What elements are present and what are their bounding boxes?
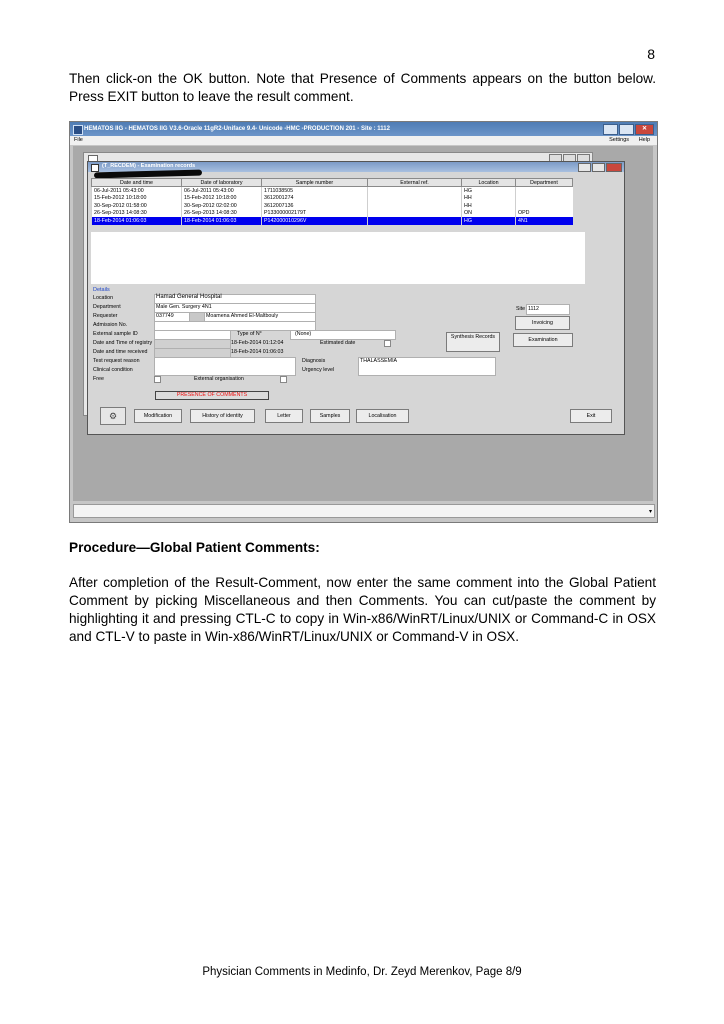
window-title: (T_RECDEM) - Examination records xyxy=(102,163,196,169)
registry-label: Date and Time of registry xyxy=(93,340,153,346)
estimated-checkbox[interactable] xyxy=(384,340,391,347)
section-heading: Procedure—Global Patient Comments: xyxy=(69,540,320,555)
site-value: 1112 xyxy=(528,306,539,312)
urgency-label: Urgency level xyxy=(302,367,335,373)
diagnosis-label: Diagnosis xyxy=(302,358,326,364)
cell-location: ON xyxy=(462,210,516,218)
table-row[interactable] xyxy=(92,195,573,203)
location-value: Hamad General Hospital xyxy=(156,294,222,300)
column-header[interactable]: External ref. xyxy=(368,179,462,187)
cell-department xyxy=(516,195,573,203)
cell-location: HG xyxy=(462,187,516,195)
cell-date-time: 30-Sep-2012 01:58:00 xyxy=(92,202,182,210)
cell-sample: 3612001274 xyxy=(262,195,368,203)
exit-button[interactable]: Exit xyxy=(570,409,612,423)
workspace xyxy=(73,146,653,501)
menu-help[interactable]: Help xyxy=(638,137,650,143)
app-title-bar xyxy=(70,122,657,136)
status-bar[interactable] xyxy=(73,504,655,518)
free-label: Free xyxy=(93,376,104,382)
close-icon[interactable] xyxy=(606,163,622,172)
external-org-checkbox[interactable] xyxy=(280,376,287,383)
requester-label: Requester xyxy=(93,313,118,319)
body-paragraph: After completion of the Result-Comment, now enter the same comment into the Global Patient Comment by picking Miscellaneous and then Comments. You can cut/paste the comment by highlighting it and pressing CTL-C to copy in Win-x86/WinRT/Linux/UNIX or Command-C in OSX and CTL-V to paste in Win-x86/WinRT/Linux/UNIX or Command-V in OSX. xyxy=(69,575,656,644)
column-header[interactable]: Date and time xyxy=(92,179,182,187)
cell-date-time: 18-Feb-2014 01:06:03 xyxy=(92,217,182,225)
received-value: 18-Feb-2014 01:06:03 xyxy=(231,349,284,355)
test-reason-field[interactable] xyxy=(154,357,296,376)
invoicing-button[interactable]: Invoicing xyxy=(515,316,570,330)
received-label: Date and time received xyxy=(93,349,148,355)
cell-department xyxy=(516,202,573,210)
table-row[interactable] xyxy=(92,187,573,195)
app-icon xyxy=(73,125,83,135)
cell-sample: P142000010296V xyxy=(262,217,368,225)
synthesis-records-button[interactable]: Synthesis Records xyxy=(446,332,500,352)
location-label: Location xyxy=(93,295,114,301)
external-sample-label: External sample ID xyxy=(93,331,138,337)
maximize-icon[interactable] xyxy=(592,163,605,172)
estimated-label: Estimated date xyxy=(320,340,356,346)
cell-ext-ref xyxy=(368,195,462,203)
department-label: Department xyxy=(93,304,121,310)
department-value: Male Gen. Surgery 4N1 xyxy=(156,304,212,310)
site-label: Site xyxy=(516,306,526,312)
cell-sample: 1711038505 xyxy=(262,187,368,195)
cell-sample: 3612007136 xyxy=(262,202,368,210)
close-icon[interactable]: ✕ xyxy=(635,124,654,135)
table-row[interactable] xyxy=(92,202,573,210)
type-value: (None) xyxy=(295,331,312,337)
app-title: HEMATOS IIG - HEMATOS IIG V3.6-Oracle 11gR2-Uniface 9.4- Unicode -HMC -PRODUCTION 201 - Site : 1112 xyxy=(84,126,390,132)
external-org-label: External organisation xyxy=(194,376,244,382)
cell-sample: P133000002179T xyxy=(262,210,368,218)
cell-date-time: 26-Sep-2013 14:08:30 xyxy=(92,210,182,218)
table-row-selected[interactable] xyxy=(92,217,573,225)
cell-location: HG xyxy=(462,217,516,225)
cell-lab-date: 26-Sep-2013 14:08:30 xyxy=(182,210,262,218)
menu-bar xyxy=(70,136,657,145)
column-header[interactable]: Location xyxy=(462,179,516,187)
cell-location: HH xyxy=(462,202,516,210)
records-table xyxy=(91,178,573,225)
screenshot xyxy=(69,121,658,523)
table-row[interactable] xyxy=(92,210,573,218)
clinical-label: Clinical condition xyxy=(93,367,133,373)
history-of-identity-button[interactable]: History of identity xyxy=(190,409,255,423)
page-number: 8 xyxy=(647,46,655,62)
minimize-icon[interactable] xyxy=(578,163,591,172)
window-icon xyxy=(91,164,99,172)
page-footer: Physician Comments in Medinfo, Dr. Zeyd Merenkov, Page 8/9 xyxy=(202,966,522,978)
examination-button[interactable]: Examination xyxy=(513,333,573,347)
cell-date-time: 15-Feb-2012 10:18:00 xyxy=(92,195,182,203)
registry-value: 18-Feb-2014 01:12:04 xyxy=(231,340,284,346)
menu-settings[interactable]: Settings xyxy=(609,137,629,143)
menu-file[interactable]: File xyxy=(74,137,83,143)
requester-name: Moamena Ahmed El-Maltbouly xyxy=(206,313,279,319)
wrench-icon[interactable]: ⚙ xyxy=(100,407,126,425)
cell-ext-ref xyxy=(368,217,462,225)
cell-lab-date: 30-Sep-2012 02:02:00 xyxy=(182,202,262,210)
minimize-icon[interactable] xyxy=(603,124,618,135)
column-header[interactable]: Date of laboratory xyxy=(182,179,262,187)
cell-department: OPD xyxy=(516,210,573,218)
requester-id: 037749 xyxy=(156,313,174,319)
cell-lab-date: 06-Jul-2011 05:43:00 xyxy=(182,187,262,195)
cell-ext-ref xyxy=(368,202,462,210)
admission-label: Admission No. xyxy=(93,322,128,328)
details-label: Details xyxy=(93,287,110,293)
cell-date-time: 06-Jul-2011 05:43:00 xyxy=(92,187,182,195)
presence-of-comments-button[interactable]: PRESENCE OF COMMENTS xyxy=(155,391,269,400)
type-label: Type of N° xyxy=(237,331,262,337)
cell-lab-date: 15-Feb-2012 10:18:00 xyxy=(182,195,262,203)
letter-button[interactable]: Letter xyxy=(265,409,303,423)
cell-ext-ref xyxy=(368,210,462,218)
modification-button[interactable]: Modification xyxy=(134,409,182,423)
column-header[interactable]: Department xyxy=(516,179,573,187)
examination-records-window xyxy=(87,161,625,435)
cell-location: HH xyxy=(462,195,516,203)
localisation-button[interactable]: Localisation xyxy=(356,409,409,423)
column-header[interactable]: Sample number xyxy=(262,179,368,187)
diagnosis-value: THALASSEMIA xyxy=(360,358,398,364)
maximize-icon[interactable] xyxy=(619,124,634,135)
cell-department: 4N1 xyxy=(516,217,573,225)
records-list-background xyxy=(91,232,585,284)
details-panel xyxy=(90,287,620,398)
cell-lab-date: 18-Feb-2014 01:06:03 xyxy=(182,217,262,225)
cell-ext-ref xyxy=(368,187,462,195)
test-reason-label: Test request reason xyxy=(93,358,140,364)
cell-department xyxy=(516,187,573,195)
intro-paragraph: Then click-on the OK button. Note that Presence of Comments appears on the button below. Press EXIT button to leave the result comment. xyxy=(69,71,656,104)
samples-button[interactable]: Samples xyxy=(310,409,350,423)
chevron-down-icon[interactable]: ▾ xyxy=(648,509,652,515)
free-checkbox[interactable] xyxy=(154,376,161,383)
bottom-toolbar xyxy=(94,409,616,423)
